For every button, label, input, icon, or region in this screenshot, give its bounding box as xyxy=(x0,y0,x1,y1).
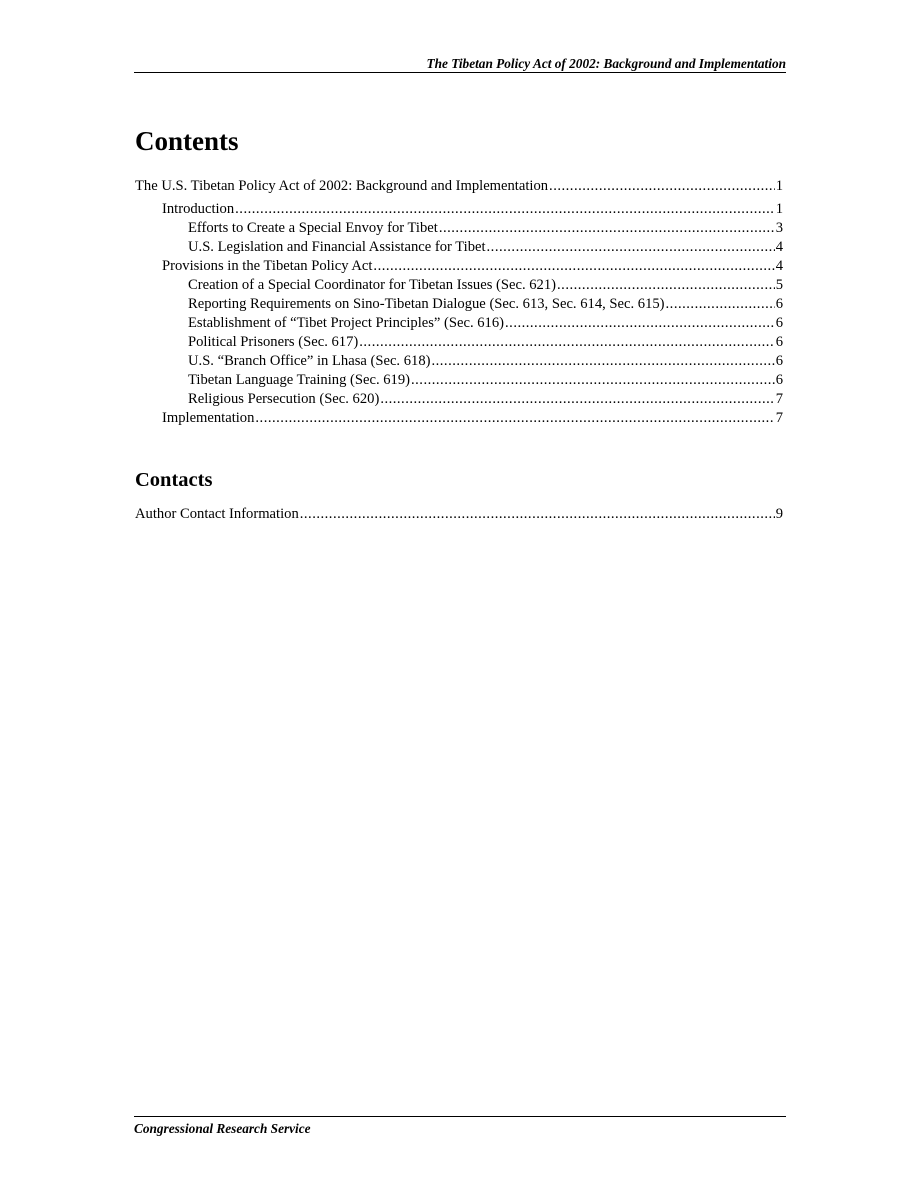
dot-leader xyxy=(255,409,774,428)
dot-leader xyxy=(373,257,774,276)
toc-entry-page: 1 xyxy=(775,178,783,194)
toc-entry-political-prisoners[interactable] xyxy=(135,333,783,352)
dot-leader xyxy=(380,390,774,409)
dot-leader xyxy=(487,238,775,257)
toc-entry-title: Religious Persecution (Sec. 620) xyxy=(188,391,380,407)
toc-entry-page: 4 xyxy=(775,239,783,255)
contacts-heading: Contacts xyxy=(135,469,213,491)
toc-entry-branch-office[interactable] xyxy=(135,352,783,371)
toc-entry-title: Author Contact Information xyxy=(135,506,299,522)
toc-entry-title: Political Prisoners (Sec. 617) xyxy=(188,334,359,350)
toc-entry-language-training[interactable] xyxy=(135,371,783,390)
toc-entry-page: 6 xyxy=(775,353,783,369)
toc-entry-religious-persecution[interactable] xyxy=(135,390,783,409)
footer-rule xyxy=(134,1116,786,1117)
toc-entry-background-and-implementation[interactable] xyxy=(135,177,783,196)
dot-leader xyxy=(431,352,774,371)
toc-entry-reporting-requirements[interactable] xyxy=(135,295,783,314)
toc-entry-page: 5 xyxy=(775,277,783,293)
running-head: The Tibetan Policy Act of 2002: Background and Implementation xyxy=(426,56,786,71)
dot-leader xyxy=(411,371,775,390)
toc-entry-page: 9 xyxy=(775,506,783,522)
toc-entry-introduction[interactable] xyxy=(135,200,783,219)
toc-entry-page: 3 xyxy=(775,220,783,236)
toc-entry-legislation-assistance[interactable] xyxy=(135,238,783,257)
dot-leader xyxy=(300,505,775,524)
dot-leader xyxy=(549,177,775,196)
dot-leader xyxy=(235,200,775,219)
toc-entry-project-principles[interactable] xyxy=(135,314,783,333)
toc-entry-page: 6 xyxy=(775,315,783,331)
table-of-contents xyxy=(135,177,783,428)
toc-entry-page: 7 xyxy=(775,391,783,407)
toc-entry-title: Establishment of “Tibet Project Principles” (Sec. 616) xyxy=(188,315,505,331)
toc-entry-title: Creation of a Special Coordinator for Tibetan Issues (Sec. 621) xyxy=(188,277,557,293)
toc-entry-special-envoy[interactable] xyxy=(135,219,783,238)
toc-entry-page: 1 xyxy=(775,201,783,217)
dot-leader xyxy=(505,314,775,333)
toc-entry-special-coordinator[interactable] xyxy=(135,276,783,295)
dot-leader xyxy=(359,333,774,352)
toc-entry-provisions[interactable] xyxy=(135,257,783,276)
toc-entry-title: Tibetan Language Training (Sec. 619) xyxy=(188,372,410,388)
running-foot: Congressional Research Service xyxy=(134,1121,311,1136)
toc-entry-title: Provisions in the Tibetan Policy Act xyxy=(162,258,373,274)
contents-heading: Contents xyxy=(135,126,239,156)
toc-entry-page: 4 xyxy=(775,258,783,274)
toc-entry-page: 7 xyxy=(775,410,783,426)
toc-entry-title: Introduction xyxy=(162,201,235,217)
toc-entry-title: U.S. Legislation and Financial Assistance for Tibet xyxy=(188,239,486,255)
toc-entry-implementation[interactable] xyxy=(135,409,783,428)
contacts-list xyxy=(135,505,783,524)
dot-leader xyxy=(439,219,775,238)
header-rule xyxy=(134,72,786,73)
toc-entry-page: 6 xyxy=(775,334,783,350)
toc-entry-page: 6 xyxy=(775,372,783,388)
toc-entry-title: The U.S. Tibetan Policy Act of 2002: Background and Implementation xyxy=(135,178,549,194)
dot-leader xyxy=(557,276,775,295)
toc-entry-title: Efforts to Create a Special Envoy for Tibet xyxy=(188,220,438,236)
toc-entry-title: Implementation xyxy=(162,410,255,426)
toc-entry-title: Reporting Requirements on Sino-Tibetan Dialogue (Sec. 613, Sec. 614, Sec. 615) xyxy=(188,296,665,312)
toc-entry-author-contact[interactable] xyxy=(135,505,783,524)
dot-leader xyxy=(666,295,775,314)
toc-entry-page: 6 xyxy=(775,296,783,312)
toc-entry-title: U.S. “Branch Office” in Lhasa (Sec. 618) xyxy=(188,353,431,369)
